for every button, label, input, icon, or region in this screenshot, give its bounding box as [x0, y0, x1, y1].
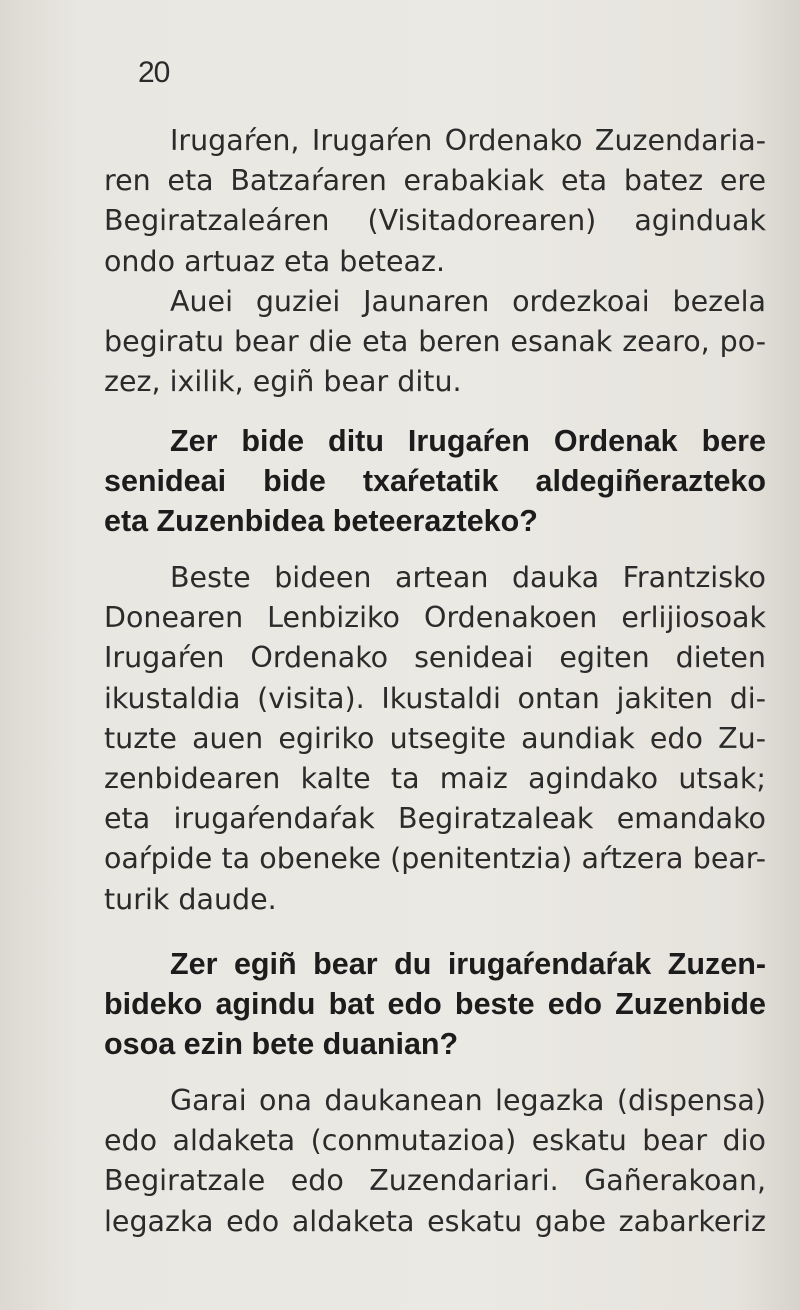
- text-line: Garai ona daukanean legazka (dispensa): [170, 1084, 766, 1117]
- text-line: begiratu bear die eta beren esanak zearo, po-: [104, 325, 766, 359]
- text-line: Begiratzale edo Zuzendariari. Gañerakoan,: [104, 1164, 766, 1198]
- question-heading-2: [104, 944, 766, 1064]
- text-line: tuzte auen egiriko utsegite aundiak edo Zu-: [104, 721, 766, 755]
- text-line: oaŕpide ta obeneke (penitentzia) aŕtzera bear-: [104, 842, 766, 876]
- paragraph-3: [104, 558, 766, 920]
- text-line: zez, ixilik, egiñ bear ditu.: [104, 365, 462, 399]
- heading-line: Zer egiñ bear du irugaŕendaŕak Zuzen-: [170, 947, 766, 981]
- heading-line: Zer bide ditu Irugaŕen Ordenak bere: [170, 424, 766, 458]
- text-line: Irugaŕen Ordenako senideai egiten dieten: [104, 641, 766, 675]
- page-number: 20: [138, 56, 170, 89]
- heading-line: osoa ezin bete duanian?: [104, 1027, 459, 1061]
- text-line: Begiratzaleáren (Visitadorearen) aginduak: [104, 204, 766, 238]
- text-line: turik daude.: [104, 882, 277, 916]
- text-line: Auei guziei Jaunaren ordezkoai bezela: [170, 285, 766, 318]
- heading-line: bideko agindu bat edo beste edo Zuzenbide: [104, 987, 766, 1021]
- text-line: legazka edo aldaketa eskatu gabe zabarkeriz: [104, 1204, 766, 1238]
- question-heading-1: [104, 421, 766, 541]
- heading-line: eta Zuzenbidea beteerazteko?: [104, 504, 538, 538]
- heading-line: senideai bide txaŕetatik aldegiñerazteko: [104, 464, 766, 498]
- text-line: Donearen Lenbiziko Ordenakoen erlijiosoak: [104, 601, 766, 635]
- text-line: edo aldaketa (conmutazioa) eskatu bear dio: [104, 1124, 766, 1158]
- paragraph-1: [104, 121, 766, 282]
- text-line: eta irugaŕendaŕak Begiratzaleak emandako: [104, 802, 766, 836]
- text-line: ondo artuaz eta beteaz.: [104, 244, 446, 278]
- text-line: ikustaldia (visita). Ikustaldi ontan jakiten di-: [104, 681, 766, 715]
- paragraph-4: [104, 1081, 766, 1242]
- text-line: Irugaŕen, Irugaŕen Ordenako Zuzendaria-: [170, 124, 766, 157]
- text-line: zenbidearen kalte ta maiz agindako utsak;: [104, 762, 766, 796]
- text-line: ren eta Batzaŕaren erabakiak eta batez ere: [104, 164, 766, 198]
- paragraph-2: [104, 282, 766, 403]
- text-line: Beste bideen artean dauka Frantzisko: [170, 561, 766, 594]
